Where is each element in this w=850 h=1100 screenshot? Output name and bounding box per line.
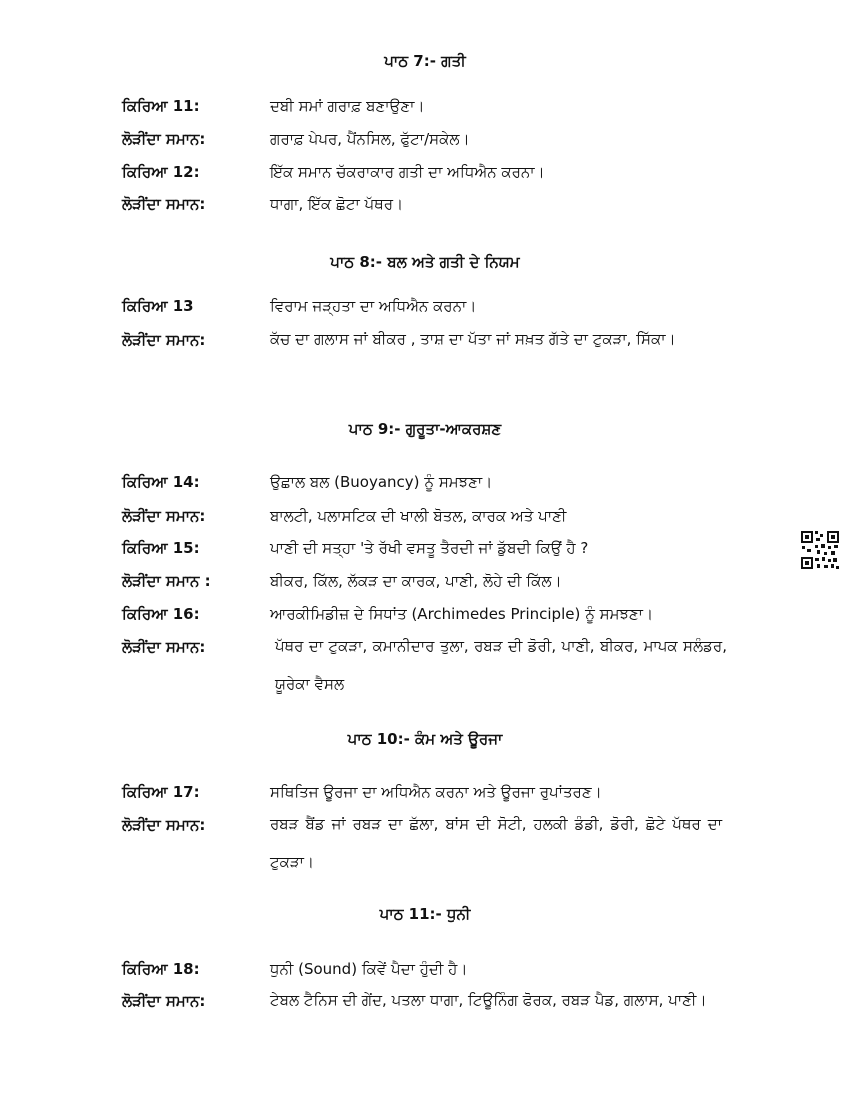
materials-text: ਧਾਗਾ, ਇੱਕ ਛੋਟਾ ਪੱਥਰ। (270, 195, 404, 213)
materials-label: ਲੋੜੀਂਦਾ ਸਮਾਨ: (122, 638, 206, 656)
activity-label: ਕਿਰਿਆ 15: (122, 539, 200, 557)
activity-label: ਕਿਰਿਆ 16: (122, 605, 200, 623)
materials-label: ਲੋੜੀਂਦਾ ਸਮਾਨ: (122, 331, 206, 349)
activity-label: ਕਿਰਿਆ 14: (122, 473, 200, 491)
activity-text: ਸਥਿਤਿਜ ਊਰਜਾ ਦਾ ਅਧਿਐਨ ਕਰਨਾ ਅਤੇ ਊਰਜਾ ਰੁਪਾਂਤਰਣ। (270, 783, 602, 801)
activity-text: ਇੱਕ ਸਮਾਨ ਚੱਕਰਾਕਾਰ ਗਤੀ ਦਾ ਅਧਿਐਨ ਕਰਨਾ। (270, 163, 545, 181)
materials-text: ਰਬੜ ਬੈਂਡ ਜਾਂ ਰਬੜ ਦਾ ਛੱਲਾ, ਬਾਂਸ ਦੀ ਸੋਟੀ, ਹਲਕੀ ਡੰਡੀ, ਡੋਰੀ, ਛੋਟੇ ਪੱਥਰ ਦਾ ਟੁਕੜਾ। (270, 815, 722, 871)
materials-label: ਲੋੜੀਂਦਾ ਸਮਾਨ: (122, 816, 206, 834)
qr-code (800, 530, 840, 570)
materials-text: ਬੀਕਰ, ਕਿੱਲ, ਲੱਕੜ ਦਾ ਕਾਰਕ, ਪਾਣੀ, ਲੋਹੇ ਦੀ ਕਿੱਲ। (270, 572, 562, 590)
materials-label: ਲੋੜੀਂਦਾ ਸਮਾਨ : (122, 572, 211, 590)
materials-label: ਲੋੜੀਂਦਾ ਸਮਾਨ: (122, 195, 206, 213)
section-heading-10: ਪਾਠ 10:- ਕੰਮ ਅਤੇ ਊਰਜਾ (347, 730, 503, 748)
activity-text: ਧੁਨੀ (Sound) ਕਿਵੇਂ ਪੈਦਾ ਹੁੰਦੀ ਹੈ। (270, 960, 468, 978)
section-heading-9: ਪਾਠ 9:- ਗੁਰੂਤਾ-ਆਕਰਸ਼ਣ (348, 420, 502, 438)
materials-label: ਲੋੜੀਂਦਾ ਸਮਾਨ: (122, 130, 206, 148)
activity-label: ਕਿਰਿਆ 18: (122, 960, 200, 978)
activity-label: ਕਿਰਿਆ 11: (122, 97, 200, 115)
materials-text: ਟੇਬਲ ਟੈਨਿਸ ਦੀ ਗੇਂਦ, ਪਤਲਾ ਧਾਗਾ, ਟਿਊਨਿੰਗ ਫੋਰਕ, ਰਬੜ ਪੈਡ, ਗਲਾਸ, ਪਾਣੀ। (270, 991, 707, 1009)
activity-label: ਕਿਰਿਆ 13 (122, 297, 194, 315)
section-heading-7: ਪਾਠ 7:- ਗਤੀ (384, 52, 466, 70)
materials-text: ਬਾਲਟੀ, ਪਲਾਸਟਿਕ ਦੀ ਖਾਲੀ ਬੋਤਲ, ਕਾਰਕ ਅਤੇ ਪਾਣੀ (270, 507, 567, 525)
materials-label: ਲੋੜੀਂਦਾ ਸਮਾਨ: (122, 507, 206, 525)
activity-text: ਆਰਕੀਮਿਡੀਜ਼ ਦੇ ਸਿਧਾਂਤ (Archimedes Principle) ਨੂੰ ਸਮਝਣਾ। (270, 605, 654, 623)
activity-text: ਉਛਾਲ ਬਲ (Buoyancy) ਨੂੰ ਸਮਝਣਾ। (270, 473, 493, 491)
activity-label: ਕਿਰਿਆ 17: (122, 783, 200, 801)
activity-text: ਵਿਰਾਮ ਜੜ੍ਹਤਾ ਦਾ ਅਧਿਐਨ ਕਰਨਾ। (270, 297, 477, 315)
section-heading-8: ਪਾਠ 8:- ਬਲ ਅਤੇ ਗਤੀ ਦੇ ਨਿਯਮ (330, 253, 520, 271)
section-heading-11: ਪਾਠ 11:- ਧੁਨੀ (379, 905, 471, 923)
materials-text: ਕੱਚ ਦਾ ਗਲਾਸ ਜਾਂ ਬੀਕਰ , ਤਾਸ਼ ਦਾ ਪੱਤਾ ਜਾਂ ਸਖ਼ਤ ਗੱਤੇ ਦਾ ਟੁਕੜਾ, ਸਿੱਕਾ। (270, 330, 676, 348)
materials-text: ਗਰਾਫ਼ ਪੇਪਰ, ਪੈਂਨਸਿਲ, ਫੁੱਟਾ/ਸਕੇਲ। (270, 130, 470, 148)
activity-text: ਦਬੀ ਸਮਾਂ ਗਰਾਫ਼ ਬਣਾਉਣਾ। (270, 97, 425, 115)
materials-text: ਪੱਥਰ ਦਾ ਟੁਕੜਾ, ਕਮਾਨੀਦਾਰ ਤੁਲਾ, ਰਬੜ ਦੀ ਡੋਰੀ, ਪਾਣੀ, ਬੀਕਰ, ਮਾਪਕ ਸਲੰਡਰ, ਯੂਰੇਕਾ ਵੈਸਲ (275, 637, 727, 693)
activity-label: ਕਿਰਿਆ 12: (122, 163, 200, 181)
materials-label: ਲੋੜੀਂਦਾ ਸਮਾਨ: (122, 992, 206, 1010)
activity-text: ਪਾਣੀ ਦੀ ਸਤ੍ਹਾ 'ਤੇ ਰੱਖੀ ਵਸਤੂ ਤੈਰਦੀ ਜਾਂ ਡੁੱਬਦੀ ਕਿਉਂ ਹੈ ? (270, 539, 589, 557)
